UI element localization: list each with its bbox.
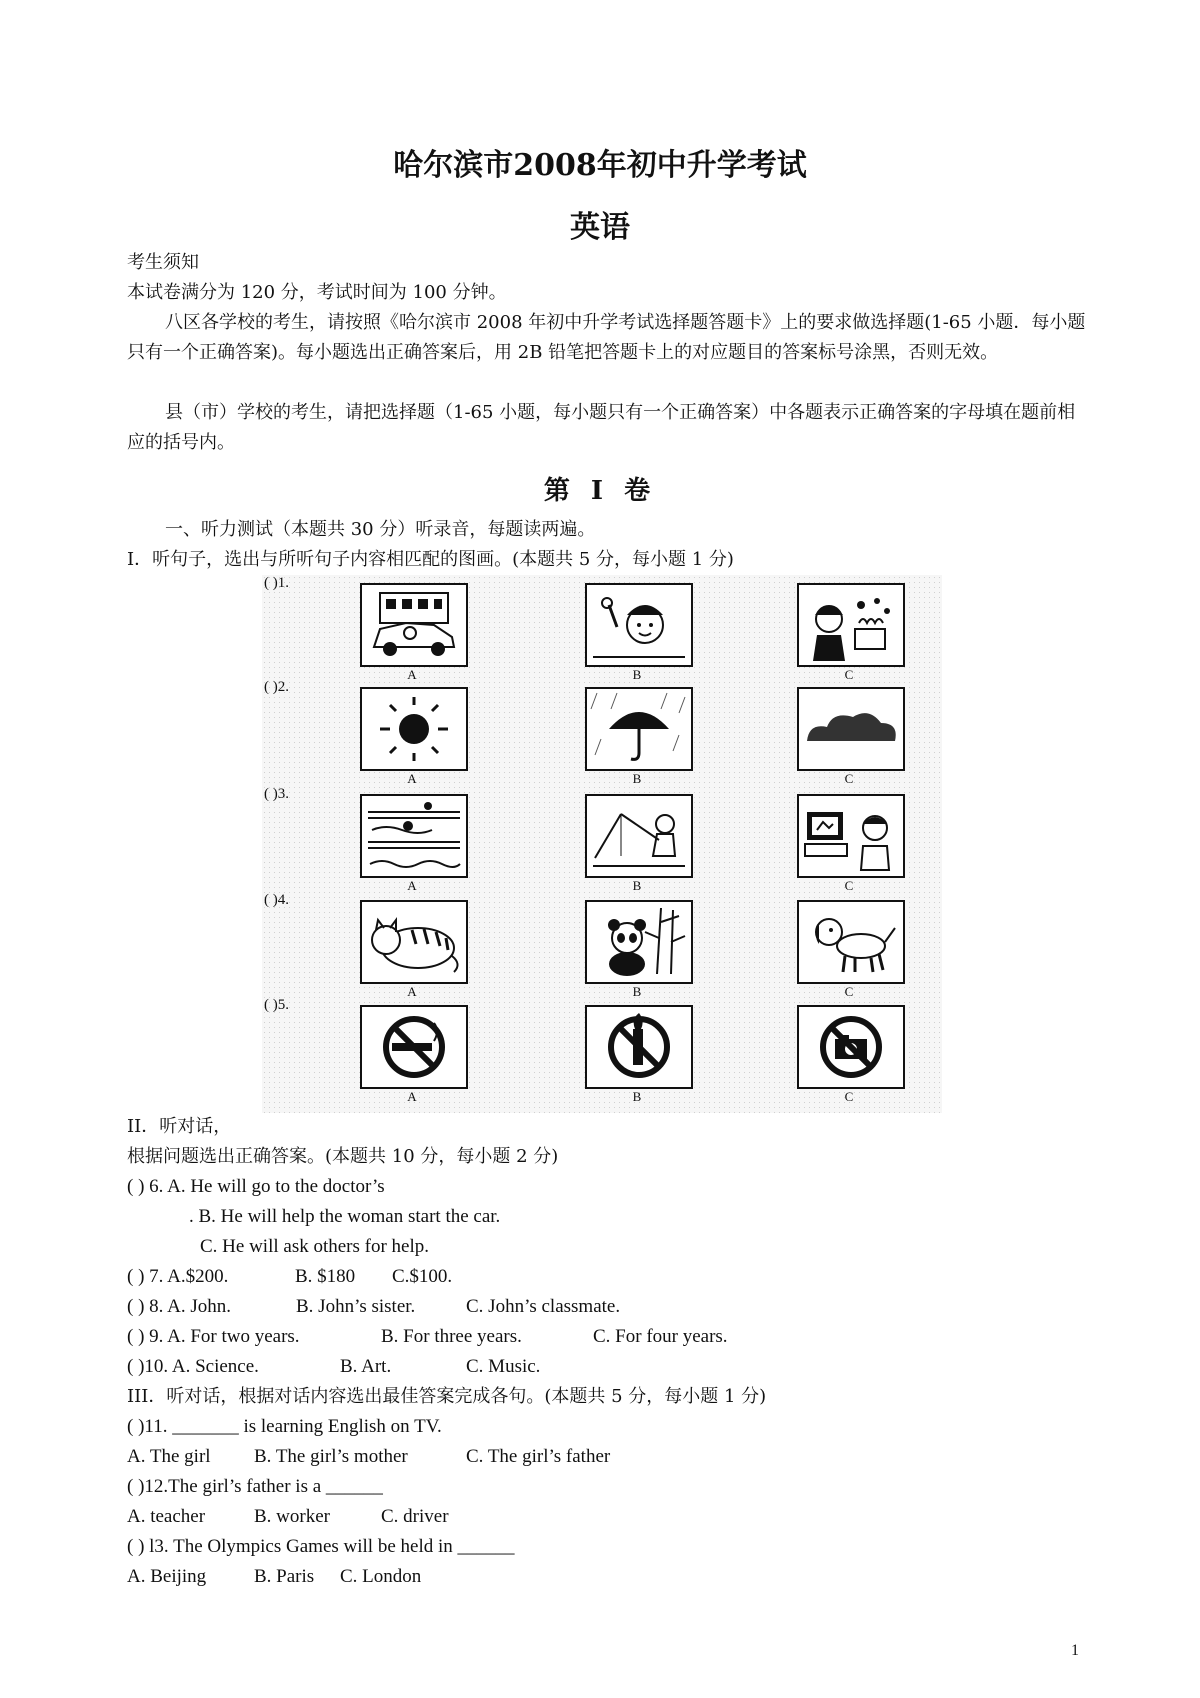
- q8-option-a: ( ) 8. A. John.: [127, 1296, 231, 1317]
- q7-option-a: ( ) 7. A.$200.: [127, 1266, 229, 1287]
- q13-option-a: A. Beijing: [127, 1566, 207, 1587]
- swimming-icon: [360, 794, 468, 878]
- option-letter: A: [407, 1089, 417, 1104]
- exam-subject: 英语: [570, 210, 630, 245]
- volume-heading: 第 I 卷: [543, 476, 657, 506]
- q6-option-b: . B. He will help the woman start the car.: [189, 1206, 501, 1227]
- question-number: ( )1.: [264, 575, 289, 591]
- q13-stem: ( ) l3. The Olympics Games will be held in ______: [127, 1536, 515, 1557]
- car-house-icon: [360, 583, 468, 667]
- picture-grid: [262, 575, 942, 1113]
- cat-icon: [360, 900, 468, 984]
- panda-icon: [585, 900, 693, 984]
- q11-option-a: A. The girl: [127, 1446, 211, 1467]
- option-letter: C: [844, 667, 854, 682]
- option-letter: C: [844, 984, 854, 999]
- picture-row-5: [262, 997, 942, 1104]
- q11-option-b: B. The girl’s mother: [254, 1446, 408, 1467]
- q12-option-a: A. teacher: [127, 1506, 206, 1527]
- option-letter: C: [844, 878, 854, 893]
- option-letter: C: [844, 771, 854, 786]
- section1-heading: 一、听力测试（本题共 30 分）听录音，每题读两遍。: [165, 519, 596, 540]
- q9-option-c: C. For four years.: [593, 1326, 728, 1347]
- question-number: ( )5.: [264, 997, 289, 1013]
- notice-line1: 本试卷满分为 120 分，考试时间为 100 分钟。: [127, 282, 507, 303]
- q10-option-c: C. Music.: [466, 1356, 541, 1377]
- no-smoking-icon: [360, 1005, 468, 1089]
- cloud-icon: [797, 687, 905, 771]
- notice-para1: 八区各学校的考生，请按照《哈尔滨市 2008 年初中升学考试选择题答题卡》上的要求做选择题(1-65 小题．每小题只有一个正确答案)。每小题选出正确答案后，用 2B 铅笔把答题卡上的对应题目的答案标号涂黑，否则无效。: [127, 312, 1086, 363]
- q12-stem: ( )12.The girl’s father is a ______: [127, 1476, 383, 1497]
- notice-para2: 县（市）学校的考生，请把选择题（1-65 小题，每小题只有一个正确答案）中各题表示正确答案的字母填在题前相应的括号内。: [127, 402, 1076, 453]
- page-number: 1: [1071, 1642, 1079, 1659]
- part1-heading: I．听句子，选出与所听句子内容相匹配的图画。(本题共 5 分，每小题 1 分): [127, 549, 734, 570]
- q8-option-b: B. John’s sister.: [296, 1296, 416, 1317]
- option-letter: A: [407, 771, 417, 786]
- option-letter: A: [407, 984, 417, 999]
- option-letter: B: [632, 878, 642, 893]
- q7-option-c: C.$100.: [392, 1266, 453, 1287]
- option-letter: C: [844, 1089, 854, 1104]
- question-number: ( )3.: [264, 786, 289, 802]
- picture-row-4: [262, 892, 942, 999]
- q9-option-b: B. For three years.: [381, 1326, 522, 1347]
- q13-option-c: C. London: [340, 1566, 422, 1587]
- q9-option-a: ( ) 9. A. For two years.: [127, 1326, 300, 1347]
- part3-heading: III．听对话，根据对话内容选出最佳答案完成各句。(本题共 5 分，每小题 1 分): [127, 1386, 767, 1407]
- no-photo-icon: [797, 1005, 905, 1089]
- no-fire-icon: [585, 1005, 693, 1089]
- part2-heading: II．听对话，: [127, 1116, 232, 1137]
- q10-option-a: ( )10. A. Science.: [127, 1356, 259, 1377]
- option-letter: B: [632, 771, 642, 786]
- part2-sub: 根据问题选出正确答案。(本题共 10 分，每小题 2 分): [127, 1146, 559, 1167]
- woman-cooking-icon: [797, 583, 905, 667]
- q8-option-c: C. John’s classmate.: [466, 1296, 621, 1317]
- girl-waving-icon: [585, 583, 693, 667]
- sun-icon: [360, 687, 468, 771]
- option-letter: B: [632, 1089, 642, 1104]
- q12-option-c: C. driver: [381, 1506, 449, 1527]
- q13-option-b: B. Paris: [254, 1566, 315, 1587]
- exam-title: 哈尔滨市2008年初中升学考试: [393, 148, 807, 183]
- notice-heading: 考生须知: [127, 252, 199, 273]
- question-number: ( )2.: [264, 679, 289, 695]
- picture-row-3: [262, 786, 942, 893]
- picture-row-1: [262, 575, 942, 682]
- boy-computer-icon: [797, 794, 905, 878]
- umbrella-rain-icon: [585, 687, 693, 771]
- q6-option-a: ( ) 6. A. He will go to the doctor’s: [127, 1176, 385, 1197]
- picture-row-2: [262, 679, 942, 786]
- q11-option-c: C. The girl’s father: [466, 1446, 611, 1467]
- option-letter: A: [407, 667, 417, 682]
- q12-option-b: B. worker: [254, 1506, 330, 1527]
- q7-option-b: B. $180: [295, 1266, 356, 1287]
- q10-option-b: B. Art.: [340, 1356, 392, 1377]
- option-letter: B: [632, 984, 642, 999]
- question-number: ( )4.: [264, 892, 289, 908]
- option-letter: B: [632, 667, 642, 682]
- q11-stem: ( )11. _______ is learning English on TV.: [127, 1416, 442, 1437]
- fishing-icon: [585, 794, 693, 878]
- q6-option-c: C. He will ask others for help.: [200, 1236, 430, 1257]
- dog-icon: [797, 900, 905, 984]
- option-letter: A: [407, 878, 417, 893]
